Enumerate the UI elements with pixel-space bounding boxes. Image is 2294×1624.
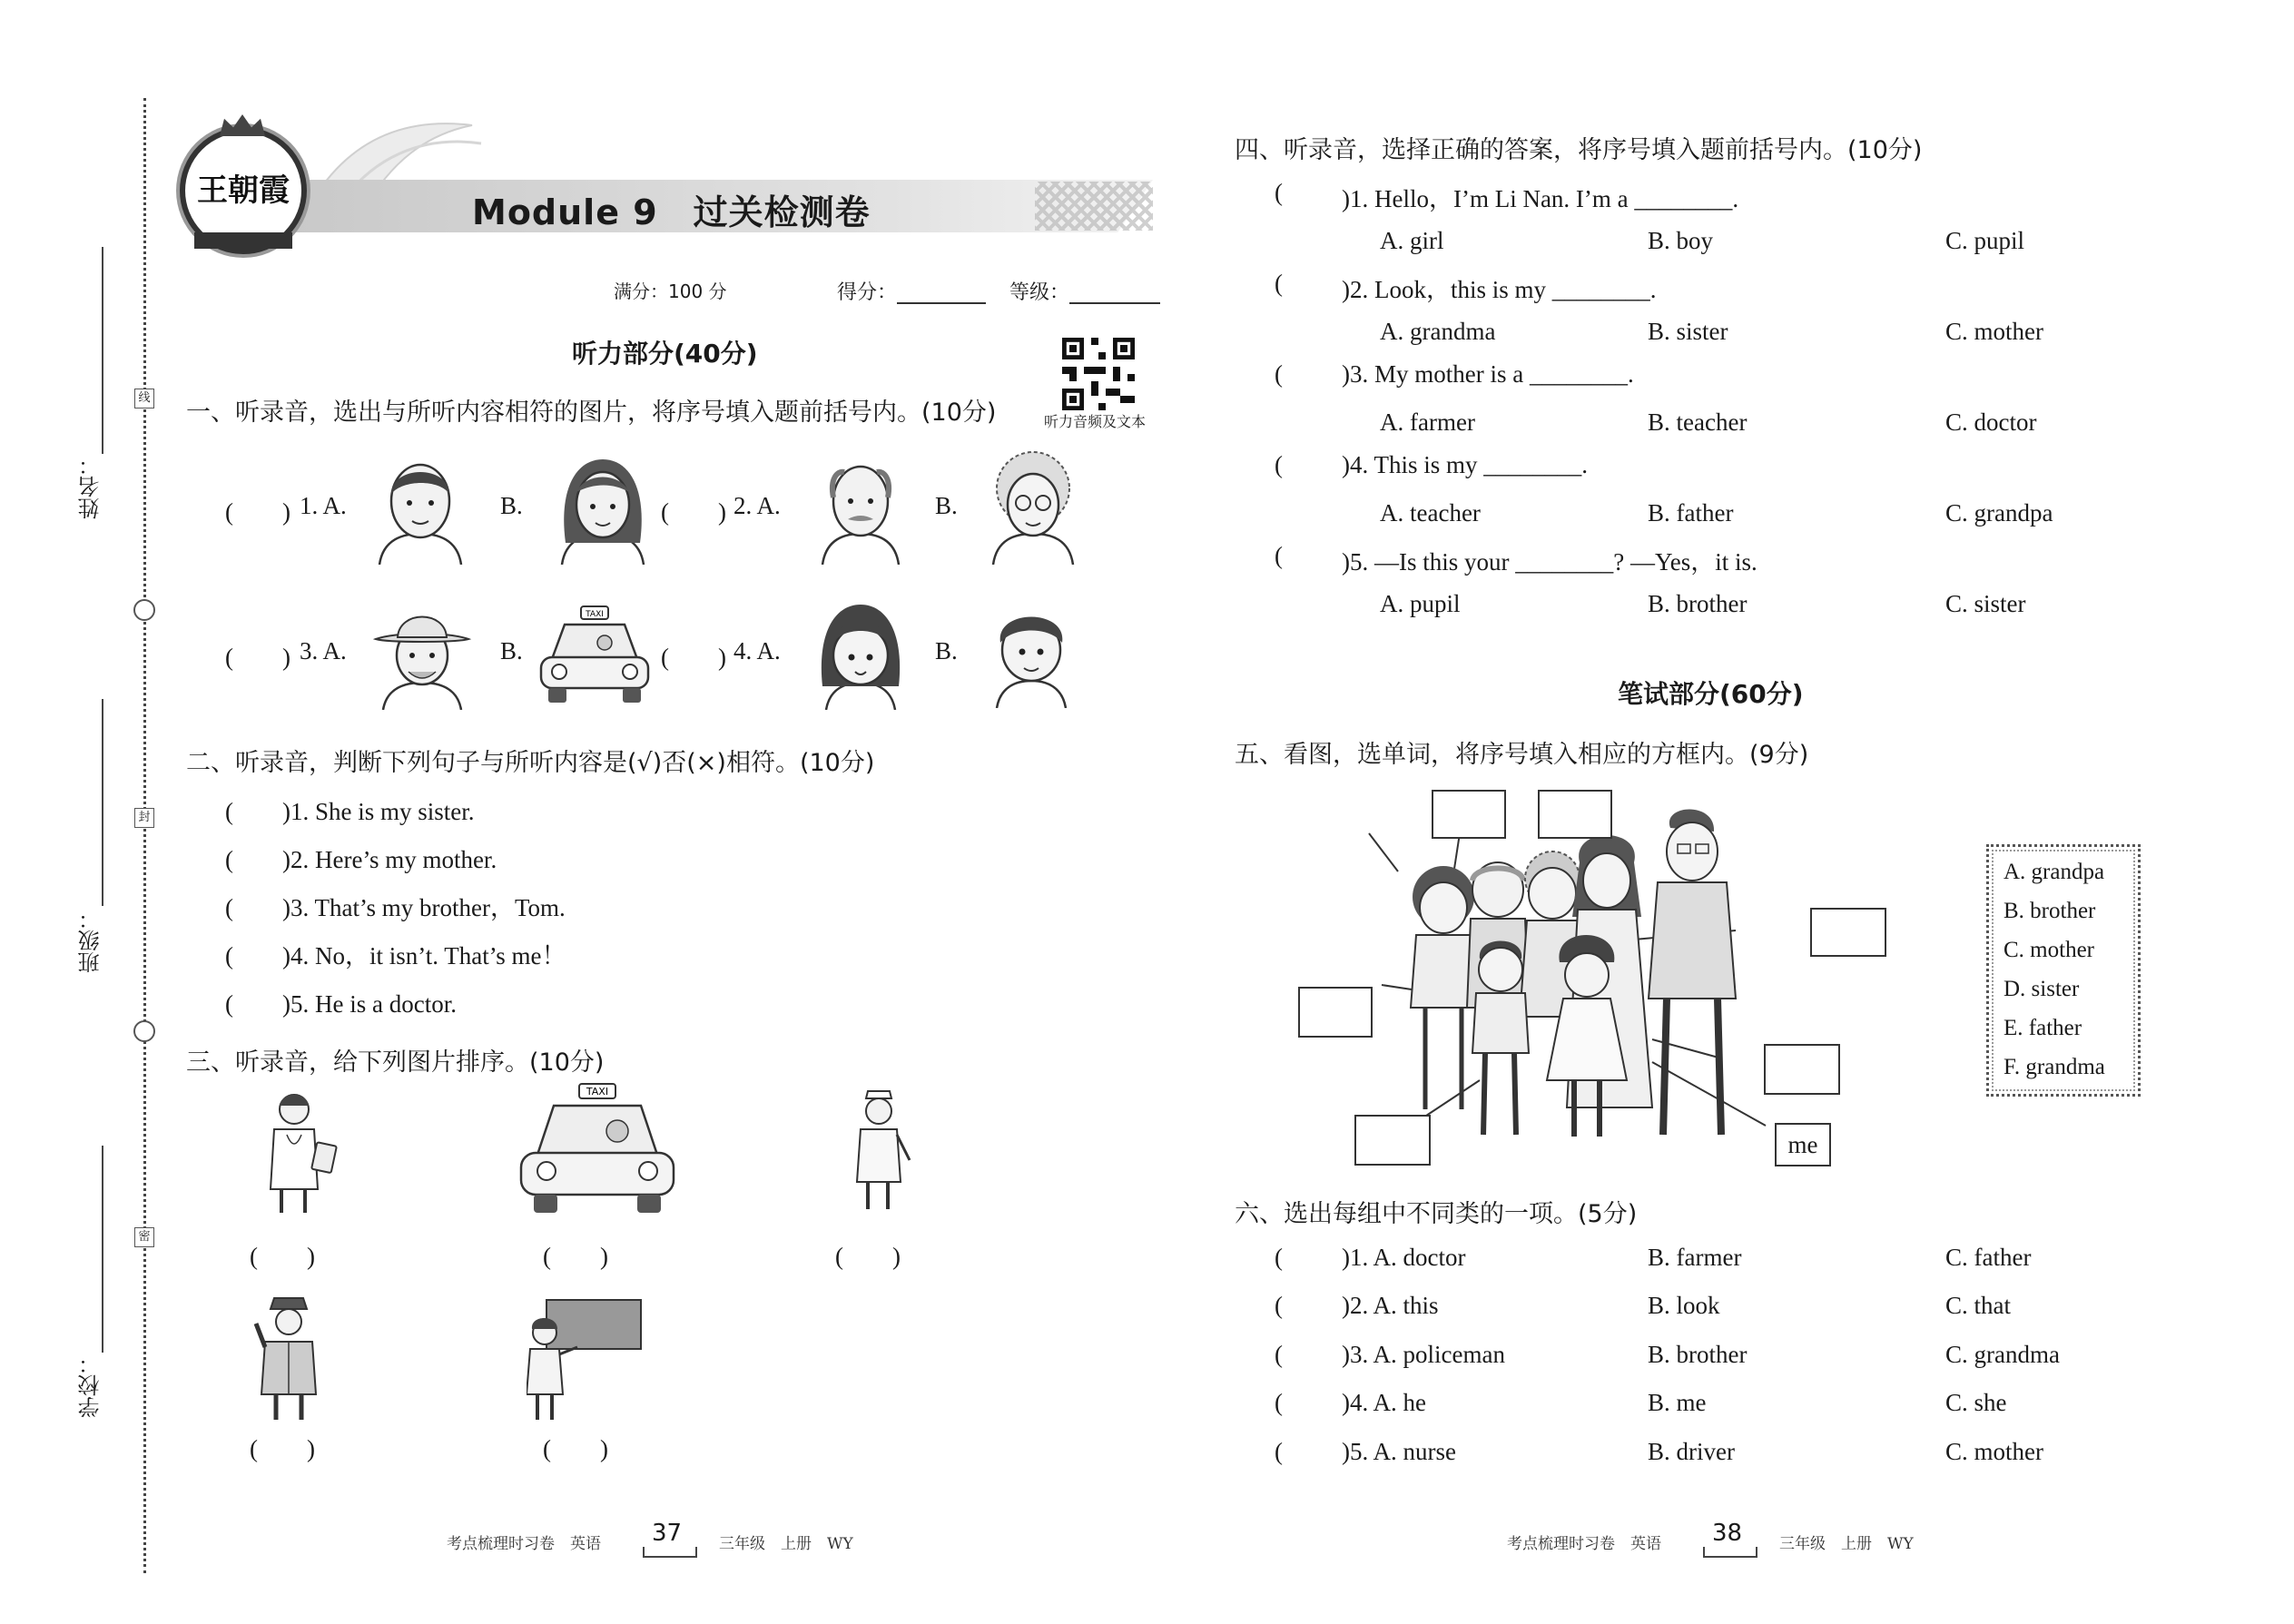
s6-option-a[interactable]: )5. A. nurse bbox=[1342, 1438, 1456, 1465]
s6-option-a[interactable]: )4. A. he bbox=[1342, 1389, 1426, 1416]
s6-option-b[interactable]: B. me bbox=[1648, 1389, 1707, 1416]
s3-paren[interactable]: ( ) bbox=[835, 1243, 901, 1270]
s2-title: 二、听录音，判断下列句子与所听内容是(√)否(×)相符。(10分) bbox=[186, 749, 875, 777]
s6-answer-paren[interactable]: ( bbox=[1275, 1292, 1283, 1319]
s4-option-a[interactable]: A. farmer bbox=[1380, 408, 1475, 436]
qr-code-icon[interactable] bbox=[1062, 338, 1135, 410]
answer-box-top-center[interactable] bbox=[1538, 790, 1612, 839]
s6-option-b[interactable]: B. look bbox=[1648, 1292, 1720, 1319]
s6-answer-paren[interactable]: ( bbox=[1275, 1438, 1283, 1465]
footer-book-title: 考点梳理时习卷 英语 bbox=[447, 1535, 601, 1553]
s3-paren[interactable]: ( ) bbox=[250, 1435, 315, 1462]
taxi-driver-picture bbox=[516, 1082, 679, 1218]
page-number: 38 bbox=[1712, 1520, 1743, 1547]
score-field[interactable] bbox=[897, 302, 986, 304]
page-number: 37 bbox=[652, 1520, 683, 1547]
footer-book-title: 考点梳理时习卷 英语 bbox=[1507, 1535, 1661, 1553]
s3-paren[interactable]: ( ) bbox=[543, 1243, 608, 1270]
page-title: Module 9 过关检测卷 bbox=[472, 192, 871, 232]
s6-option-c[interactable]: C. father bbox=[1945, 1244, 2032, 1271]
s1-paren[interactable]: ( ) bbox=[661, 498, 726, 526]
s2-item[interactable]: ( )2. Here’s my mother. bbox=[225, 846, 497, 873]
s4-option-c[interactable]: C. pupil bbox=[1945, 227, 2025, 254]
listening-section-title: 听力部分(40分) bbox=[572, 339, 758, 369]
s6-option-c[interactable]: C. she bbox=[1945, 1389, 2007, 1416]
s4-option-a[interactable]: A. girl bbox=[1380, 227, 1444, 254]
s6-option-c[interactable]: C. mother bbox=[1945, 1438, 2043, 1465]
s4-option-b[interactable]: B. boy bbox=[1648, 227, 1714, 254]
brand-name: 王朝霞 bbox=[197, 174, 290, 208]
s4-question-text: )5. —Is this your ________? —Yes，it is. bbox=[1342, 548, 1757, 576]
s4-question-text: )4. This is my ________. bbox=[1342, 451, 1589, 478]
s1-q-label: 3. A. bbox=[300, 637, 347, 664]
full-marks: 满分：100 分 bbox=[614, 281, 727, 302]
qr-caption: 听力音频及文本 bbox=[1044, 413, 1147, 430]
s1-paren[interactable]: ( ) bbox=[661, 644, 726, 671]
s1-q-label: B. bbox=[935, 492, 958, 519]
brand-ribbon bbox=[194, 232, 292, 249]
seal-tag-seal: 封 bbox=[134, 808, 154, 828]
seal-tag-line: 线 bbox=[134, 389, 154, 408]
s6-answer-paren[interactable]: ( bbox=[1275, 1244, 1283, 1271]
s4-option-a[interactable]: A. teacher bbox=[1380, 499, 1481, 527]
s1-paren[interactable]: ( ) bbox=[225, 498, 290, 526]
girl-face-picture bbox=[815, 599, 906, 710]
s4-title: 四、听录音，选择正确的答案，将序号填入题前括号内。(10分) bbox=[1235, 136, 1923, 164]
nurse-picture bbox=[844, 1088, 917, 1215]
s1-paren[interactable]: ( ) bbox=[225, 644, 290, 671]
grade-field[interactable] bbox=[1069, 302, 1160, 304]
page-number-bracket bbox=[643, 1547, 697, 1558]
s4-answer-paren[interactable]: ( bbox=[1275, 542, 1283, 569]
name-label: 姓名： bbox=[78, 454, 103, 519]
checker-pattern bbox=[1035, 182, 1153, 231]
s6-option-c[interactable]: C. that bbox=[1945, 1292, 2011, 1319]
s5-title: 五、看图，选单词，将序号填入相应的方框内。(9分) bbox=[1235, 741, 1809, 769]
woman-face-picture bbox=[549, 452, 656, 565]
s6-option-a[interactable]: )1. A. doctor bbox=[1342, 1244, 1466, 1271]
s6-answer-paren[interactable]: ( bbox=[1275, 1341, 1283, 1368]
s6-title: 六、选出每组中不同类的一项。(5分) bbox=[1235, 1200, 1638, 1228]
footer-grade: 三年级 上册 WY bbox=[1779, 1535, 1914, 1553]
s4-option-c[interactable]: C. doctor bbox=[1945, 408, 2037, 436]
school-field[interactable] bbox=[102, 1146, 103, 1353]
me-label-box: me bbox=[1775, 1123, 1831, 1166]
policeman-picture bbox=[252, 1296, 334, 1423]
s1-q-label: 1. A. bbox=[300, 492, 347, 519]
s2-item[interactable]: ( )5. He is a doctor. bbox=[225, 990, 457, 1018]
class-label: 班级： bbox=[78, 908, 103, 973]
grade-label: 等级： bbox=[1009, 281, 1070, 304]
s3-paren[interactable]: ( ) bbox=[250, 1243, 315, 1270]
s2-item[interactable]: ( )4. No，it isn’t. That’s me！ bbox=[225, 942, 566, 969]
page-number-bracket bbox=[1703, 1547, 1757, 1558]
grandma-face-picture bbox=[984, 450, 1082, 565]
s4-option-c[interactable]: C. sister bbox=[1945, 590, 2026, 617]
answer-box-bottom-left[interactable] bbox=[1354, 1115, 1431, 1166]
s4-answer-paren[interactable]: ( bbox=[1275, 179, 1283, 206]
s6-answer-paren[interactable]: ( bbox=[1275, 1389, 1283, 1416]
word-bank-item: C. mother bbox=[2004, 938, 2094, 962]
s6-option-b[interactable]: B. brother bbox=[1648, 1341, 1748, 1368]
answer-box-top-left[interactable] bbox=[1432, 790, 1506, 839]
s4-option-a[interactable]: A. grandma bbox=[1380, 318, 1496, 345]
s3-title: 三、听录音，给下列图片排序。(10分) bbox=[186, 1048, 605, 1077]
s4-option-b[interactable]: B. sister bbox=[1648, 318, 1728, 345]
name-field[interactable] bbox=[102, 247, 103, 454]
grandpa-face-picture bbox=[813, 452, 908, 565]
word-bank-item: E. father bbox=[2004, 1016, 2082, 1040]
word-bank-item: B. brother bbox=[2004, 899, 2096, 923]
seal-tag-secret: 密 bbox=[134, 1227, 154, 1247]
s6-option-a[interactable]: )3. A. policeman bbox=[1342, 1341, 1505, 1368]
taxi-picture bbox=[536, 605, 654, 706]
s4-option-b[interactable]: B. teacher bbox=[1648, 408, 1748, 436]
s4-option-b[interactable]: B. father bbox=[1648, 499, 1734, 527]
score-label: 得分： bbox=[837, 281, 898, 304]
sidebar-ornament-1 bbox=[133, 599, 155, 621]
s2-item[interactable]: ( )3. That’s my brother，Tom. bbox=[225, 894, 566, 921]
s1-q-label: B. bbox=[500, 492, 523, 519]
s1-q-label: 4. A. bbox=[733, 637, 781, 664]
footer-grade: 三年级 上册 WY bbox=[719, 1535, 853, 1553]
boy-face-picture bbox=[986, 595, 1077, 708]
s4-question-text: )3. My mother is a ________. bbox=[1342, 360, 1634, 388]
s4-option-c[interactable]: C. mother bbox=[1945, 318, 2043, 345]
s1-q-label: B. bbox=[935, 637, 958, 664]
answer-box-left[interactable] bbox=[1298, 987, 1373, 1038]
word-bank bbox=[1986, 844, 2141, 1097]
word-bank-item: D. sister bbox=[2004, 977, 2080, 1001]
class-field[interactable] bbox=[102, 699, 103, 906]
answer-box-right-upper[interactable] bbox=[1810, 908, 1886, 957]
taxi-sign-text: TAXI bbox=[586, 610, 604, 619]
s6-option-a[interactable]: )2. A. this bbox=[1342, 1292, 1439, 1319]
brand-logo bbox=[180, 127, 307, 254]
s1-q-label: B. bbox=[500, 637, 523, 664]
taxi-sign-text: TAXI bbox=[586, 1086, 609, 1097]
sidebar-ornament-2 bbox=[133, 1020, 155, 1042]
s4-answer-paren[interactable]: ( bbox=[1275, 451, 1283, 478]
s4-option-b[interactable]: B. brother bbox=[1648, 590, 1748, 617]
s2-item[interactable]: ( )1. She is my sister. bbox=[225, 798, 475, 825]
s3-paren[interactable]: ( ) bbox=[543, 1435, 608, 1462]
s4-answer-paren[interactable]: ( bbox=[1275, 270, 1283, 297]
word-bank-item: F. grandma bbox=[2004, 1055, 2105, 1079]
doctor-picture bbox=[260, 1089, 341, 1216]
farmer-picture bbox=[369, 599, 476, 710]
s6-option-b[interactable]: B. farmer bbox=[1648, 1244, 1742, 1271]
s4-option-a[interactable]: A. pupil bbox=[1380, 590, 1461, 617]
answer-box-right-lower[interactable] bbox=[1764, 1044, 1840, 1095]
writing-section-title: 笔试部分(60分) bbox=[1618, 679, 1804, 709]
s1-q-label: 2. A. bbox=[733, 492, 781, 519]
s6-option-c[interactable]: C. grandma bbox=[1945, 1341, 2060, 1368]
dotted-fold-line bbox=[143, 98, 146, 1573]
word-bank-item: A. grandpa bbox=[2004, 860, 2105, 884]
teacher-picture bbox=[527, 1296, 645, 1423]
s4-question-text: )1. Hello，I’m Li Nan. I’m a ________. bbox=[1342, 185, 1739, 212]
s1-title: 一、听录音，选出与所听内容相符的图片，将序号填入题前括号内。(10分) bbox=[186, 399, 997, 427]
school-label: 学校： bbox=[78, 1353, 103, 1418]
s4-answer-paren[interactable]: ( bbox=[1275, 360, 1283, 388]
s6-option-b[interactable]: B. driver bbox=[1648, 1438, 1735, 1465]
s4-option-c[interactable]: C. grandpa bbox=[1945, 499, 2053, 527]
s4-question-text: )2. Look，this is my ________. bbox=[1342, 276, 1657, 303]
brand-crown-icon bbox=[220, 114, 265, 136]
man-face-picture bbox=[367, 452, 474, 565]
